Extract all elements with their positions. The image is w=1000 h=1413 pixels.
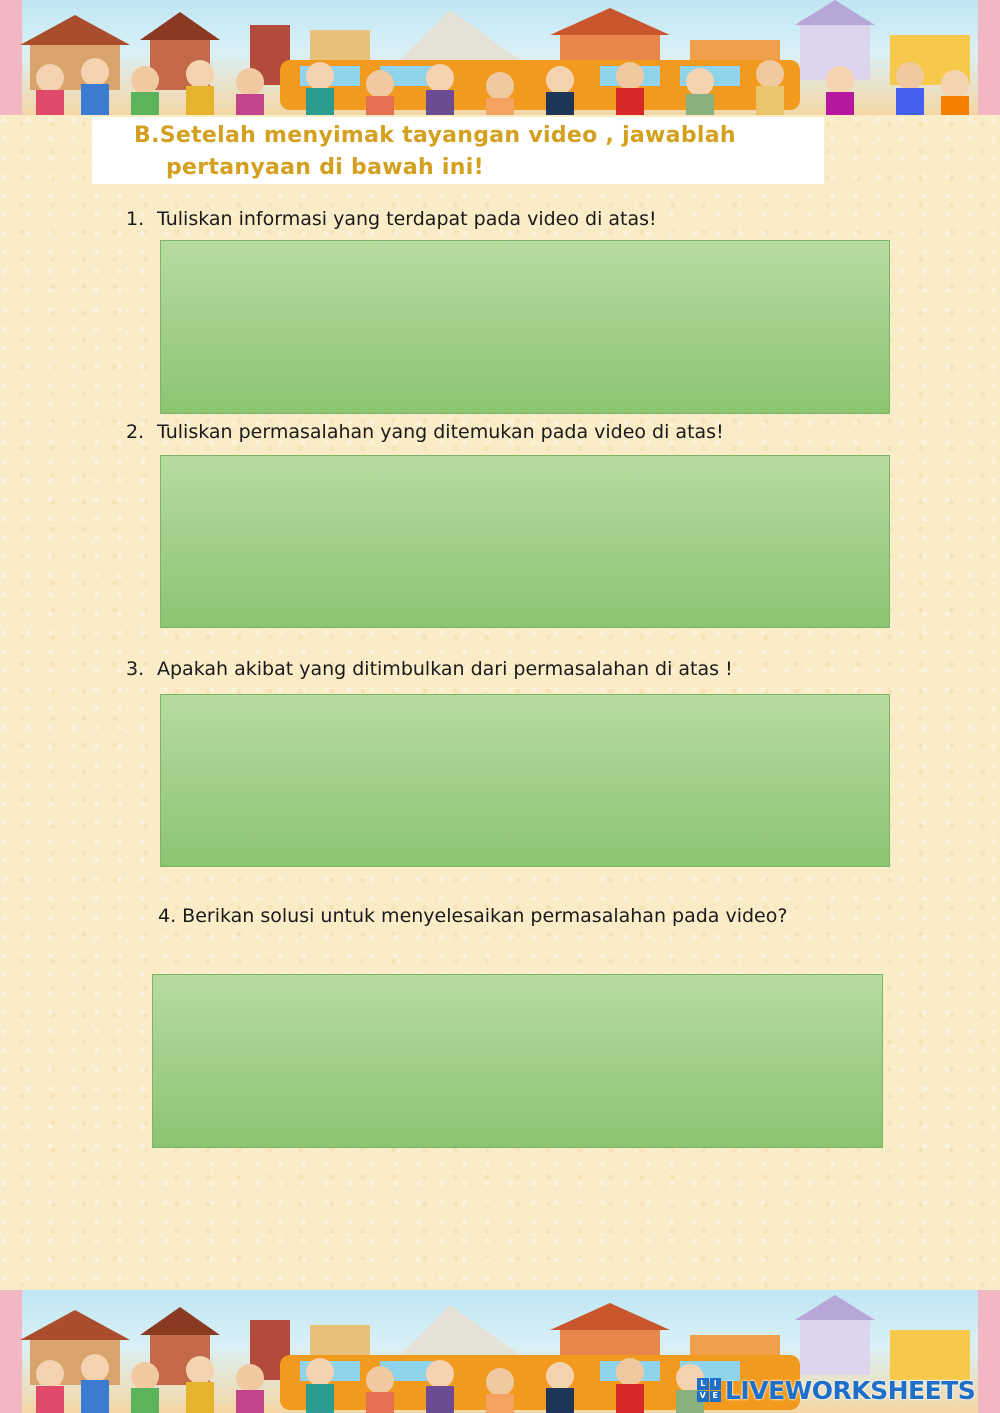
top-banner-illustration	[0, 0, 1000, 115]
instruction-heading-box	[92, 117, 824, 184]
question-2	[126, 421, 724, 443]
badge-letter: I	[710, 1378, 722, 1390]
badge-letter: L	[697, 1378, 709, 1390]
question-3	[126, 658, 733, 680]
question-3-text: Apakah akibat yang ditimbulkan dari permasalahan di atas !	[157, 658, 733, 680]
question-4	[158, 905, 787, 927]
instruction-heading-line-1: B.Setelah menyimak tayangan video , jawablah	[134, 123, 736, 148]
answer-box-3[interactable]	[160, 694, 890, 867]
question-2-text: Tuliskan permasalahan yang ditemukan pada video di atas!	[157, 421, 724, 443]
badge-letter: V	[697, 1391, 709, 1403]
question-1-text: Tuliskan informasi yang terdapat pada video di atas!	[157, 208, 657, 230]
answer-box-1[interactable]	[160, 240, 890, 414]
answer-box-4[interactable]	[152, 974, 883, 1148]
top-illustration-banner	[0, 0, 1000, 115]
instruction-heading-line-2: pertanyaan di bawah ini!	[166, 155, 484, 180]
question-2-number: 2.	[126, 421, 145, 443]
answer-box-2[interactable]	[160, 455, 890, 628]
liveworksheets-logo[interactable]	[697, 1372, 975, 1408]
question-1-number: 1.	[126, 208, 145, 230]
liveworksheets-logo-text: LIVEWORKSHEETS	[725, 1375, 976, 1405]
question-1	[126, 208, 657, 230]
question-4-text: 4. Berikan solusi untuk menyelesaikan permasalahan pada video?	[158, 905, 788, 927]
liveworksheets-badge-icon	[697, 1378, 721, 1402]
question-3-number: 3.	[126, 658, 145, 680]
badge-letter: E	[710, 1391, 722, 1403]
